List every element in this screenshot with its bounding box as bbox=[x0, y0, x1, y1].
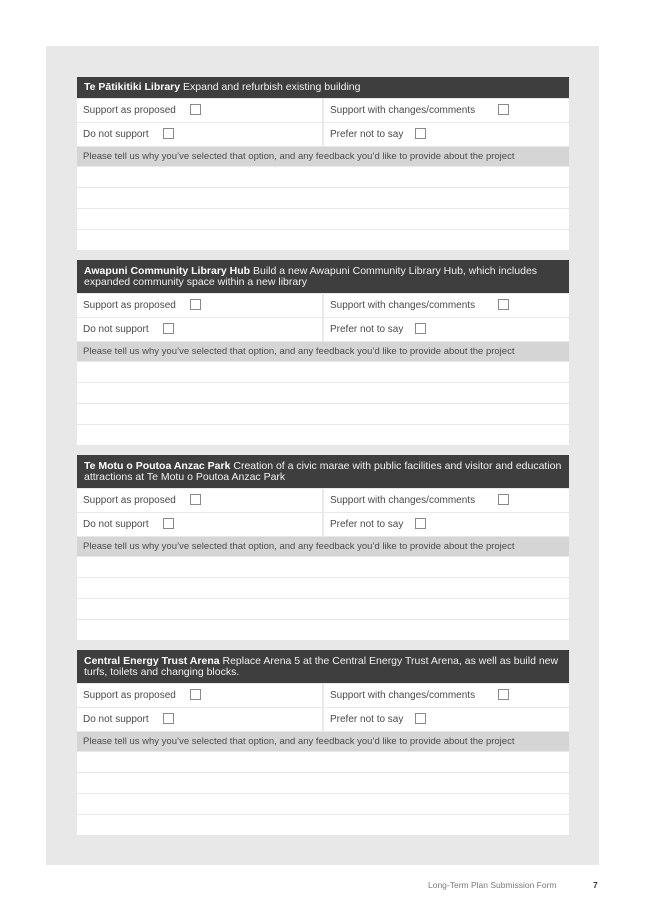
feedback-line-3[interactable] bbox=[77, 209, 569, 229]
section-title: Central Energy Trust Arena bbox=[84, 654, 220, 667]
option-support-with-changes bbox=[324, 489, 569, 512]
feedback-line-3[interactable] bbox=[77, 794, 569, 814]
option-do-not-support bbox=[77, 318, 322, 341]
section-description: Build a new Awapuni Community Library Hub, which includes expanded community space within a new library bbox=[84, 264, 538, 288]
feedback-line-1[interactable] bbox=[77, 167, 569, 187]
section-header bbox=[77, 260, 569, 293]
option-support-with-changes bbox=[324, 684, 569, 707]
option-prefer-not-to-say bbox=[324, 318, 569, 341]
option-prefer-not-to-say bbox=[324, 708, 569, 731]
option-label: Support with changes/comments bbox=[330, 300, 476, 311]
option-support-as-proposed bbox=[77, 99, 322, 122]
feedback-line-4[interactable] bbox=[77, 425, 569, 445]
prefer-not-to-say-checkbox[interactable] bbox=[415, 518, 426, 529]
option-label: Support as proposed bbox=[83, 300, 176, 311]
section-header bbox=[77, 77, 569, 98]
feedback-line-1[interactable] bbox=[77, 752, 569, 772]
option-label: Prefer not to say bbox=[330, 519, 404, 530]
feedback-line-4[interactable] bbox=[77, 815, 569, 835]
feedback-prompt: Please tell us why you’ve selected that option, and any feedback you’d like to provide about the project bbox=[77, 732, 569, 751]
option-support-with-changes bbox=[324, 294, 569, 317]
section-central-energy-trust-arena bbox=[77, 650, 569, 835]
option-support-as-proposed bbox=[77, 489, 322, 512]
support-as-proposed-checkbox[interactable] bbox=[190, 299, 201, 310]
section-te-patikitiki-library bbox=[77, 77, 569, 250]
footer-form-title: Long-Term Plan Submission Form bbox=[428, 880, 557, 890]
prefer-not-to-say-checkbox[interactable] bbox=[415, 128, 426, 139]
feedback-prompt: Please tell us why you’ve selected that option, and any feedback you’d like to provide about the project bbox=[77, 147, 569, 166]
support-with-changes-checkbox[interactable] bbox=[498, 494, 509, 505]
support-as-proposed-checkbox[interactable] bbox=[190, 689, 201, 700]
support-as-proposed-checkbox[interactable] bbox=[190, 104, 201, 115]
option-label: Prefer not to say bbox=[330, 714, 404, 725]
section-text bbox=[84, 82, 360, 93]
do-not-support-checkbox[interactable] bbox=[163, 713, 174, 724]
section-awapuni-community-library-hub bbox=[77, 260, 569, 445]
option-support-as-proposed bbox=[77, 294, 322, 317]
section-description: Expand and refurbish existing building bbox=[183, 81, 361, 93]
option-prefer-not-to-say bbox=[324, 123, 569, 146]
section-title: Te Motu o Poutoa Anzac Park bbox=[84, 459, 231, 472]
support-with-changes-checkbox[interactable] bbox=[498, 299, 509, 310]
section-te-motu-o-poutoa-anzac-park bbox=[77, 455, 569, 640]
option-prefer-not-to-say bbox=[324, 513, 569, 536]
option-label: Support with changes/comments bbox=[330, 690, 476, 701]
section-header bbox=[77, 650, 569, 683]
option-label: Support as proposed bbox=[83, 495, 176, 506]
feedback-prompt: Please tell us why you’ve selected that option, and any feedback you’d like to provide about the project bbox=[77, 342, 569, 361]
option-label: Do not support bbox=[83, 324, 149, 335]
option-do-not-support bbox=[77, 708, 322, 731]
support-as-proposed-checkbox[interactable] bbox=[190, 494, 201, 505]
feedback-line-2[interactable] bbox=[77, 773, 569, 793]
option-do-not-support bbox=[77, 513, 322, 536]
support-with-changes-checkbox[interactable] bbox=[498, 104, 509, 115]
prefer-not-to-say-checkbox[interactable] bbox=[415, 323, 426, 334]
section-header bbox=[77, 455, 569, 488]
option-label: Support as proposed bbox=[83, 105, 176, 116]
section-text bbox=[84, 266, 562, 288]
option-label: Support with changes/comments bbox=[330, 495, 476, 506]
option-label: Do not support bbox=[83, 714, 149, 725]
section-title: Awapuni Community Library Hub bbox=[84, 264, 251, 277]
feedback-prompt: Please tell us why you’ve selected that option, and any feedback you’d like to provide about the project bbox=[77, 537, 569, 556]
section-description: Creation of a civic marae with public facilities and visitor and education attractions at Te Motu o Poutoa Anzac Park bbox=[84, 459, 562, 483]
feedback-line-4[interactable] bbox=[77, 230, 569, 250]
do-not-support-checkbox[interactable] bbox=[163, 128, 174, 139]
option-label: Prefer not to say bbox=[330, 324, 404, 335]
page-number: 7 bbox=[593, 880, 598, 890]
do-not-support-checkbox[interactable] bbox=[163, 518, 174, 529]
option-label: Prefer not to say bbox=[330, 129, 404, 140]
prefer-not-to-say-checkbox[interactable] bbox=[415, 713, 426, 724]
option-do-not-support bbox=[77, 123, 322, 146]
option-support-with-changes bbox=[324, 99, 569, 122]
feedback-line-2[interactable] bbox=[77, 383, 569, 403]
option-support-as-proposed bbox=[77, 684, 322, 707]
section-title: Te Pātikitiki Library bbox=[84, 81, 181, 93]
option-label: Support as proposed bbox=[83, 690, 176, 701]
do-not-support-checkbox[interactable] bbox=[163, 323, 174, 334]
feedback-line-3[interactable] bbox=[77, 404, 569, 424]
feedback-line-2[interactable] bbox=[77, 578, 569, 598]
support-with-changes-checkbox[interactable] bbox=[498, 689, 509, 700]
feedback-line-3[interactable] bbox=[77, 599, 569, 619]
feedback-line-4[interactable] bbox=[77, 620, 569, 640]
feedback-line-1[interactable] bbox=[77, 557, 569, 577]
section-description: Replace Arena 5 at the Central Energy Trust Arena, as well as build new turfs, toilets and changing blocks. bbox=[84, 654, 559, 678]
feedback-line-1[interactable] bbox=[77, 362, 569, 382]
section-text bbox=[84, 461, 562, 483]
section-text bbox=[84, 656, 562, 678]
option-label: Support with changes/comments bbox=[330, 105, 476, 116]
option-label: Do not support bbox=[83, 129, 149, 140]
option-label: Do not support bbox=[83, 519, 149, 530]
feedback-line-2[interactable] bbox=[77, 188, 569, 208]
